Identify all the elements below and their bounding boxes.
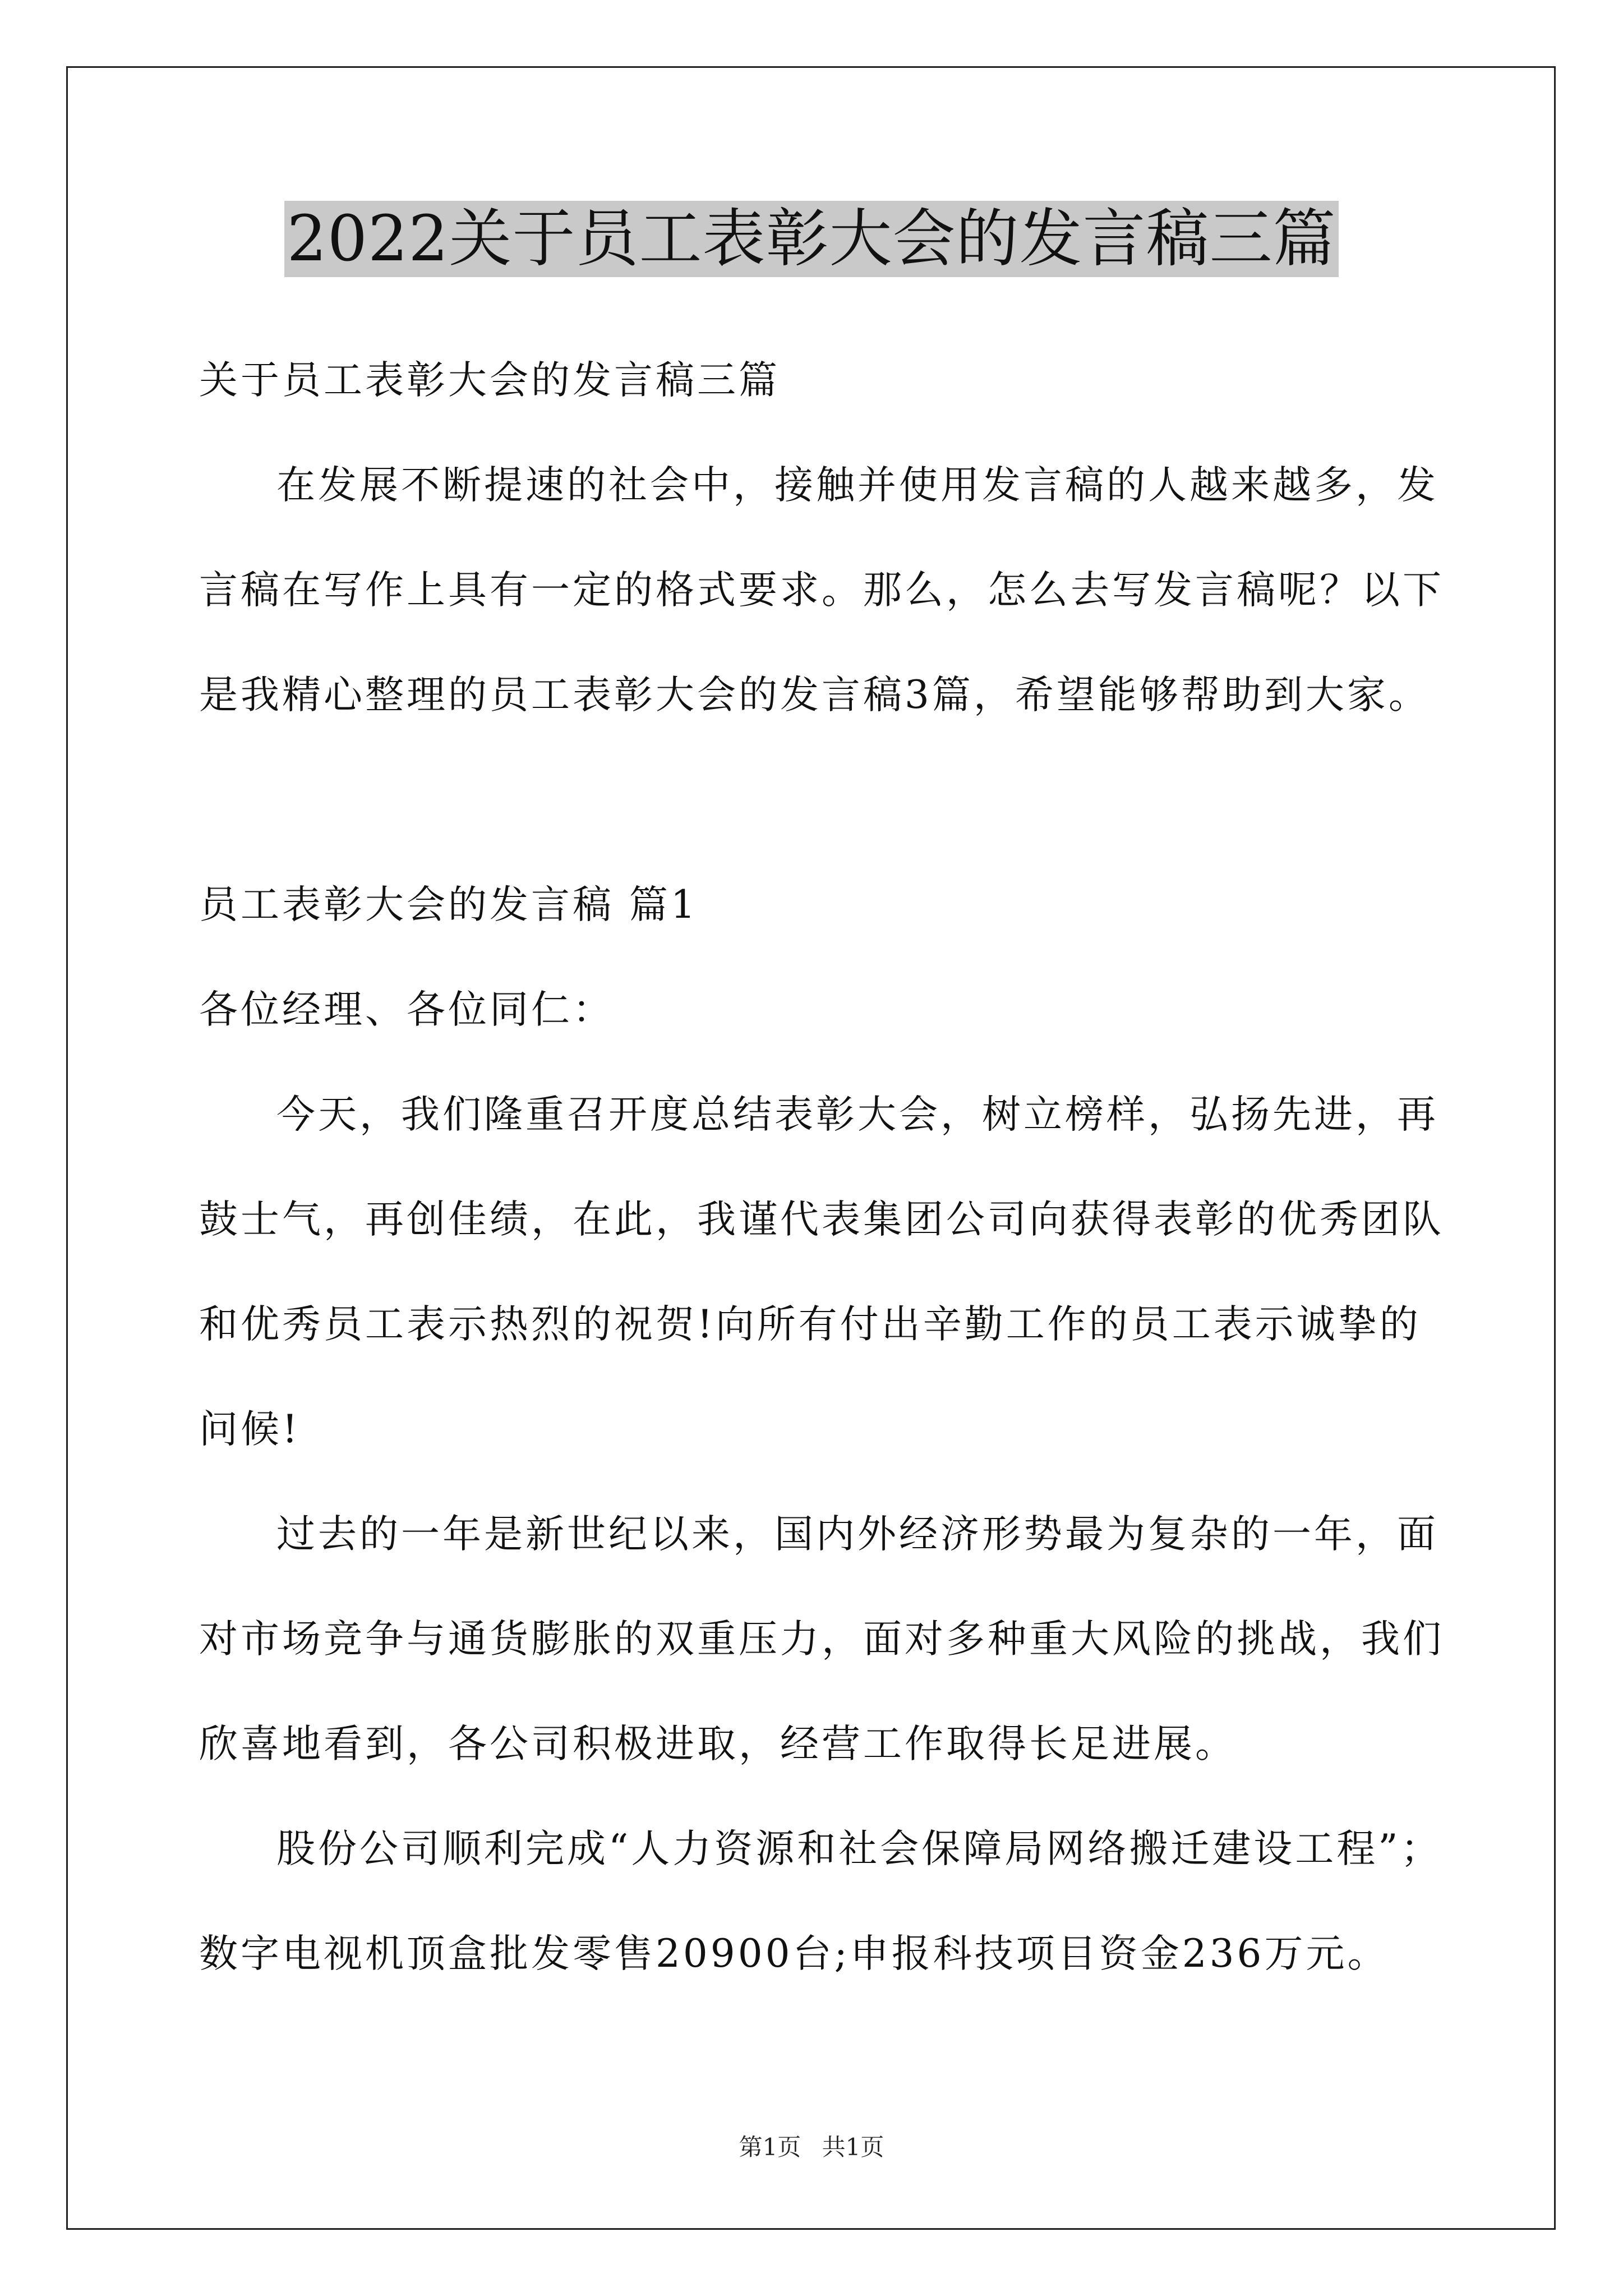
title-container: [0, 201, 1623, 277]
page-number-total: 共1页: [822, 2133, 884, 2161]
paragraph-line: 在发展不断提速的社会中，接触并使用发言稿的人越来越多，发: [276, 463, 1438, 508]
subtitle-line: 关于员工表彰大会的发言稿三篇: [199, 358, 780, 403]
paragraph-line: 过去的一年是新世纪以来，国内外经济形势最为复杂的一年，面: [276, 1512, 1438, 1557]
paragraph-line: 言稿在写作上具有一定的格式要求。那么，怎么去写发言稿呢？以下: [199, 568, 1444, 613]
paragraph-line: 欣喜地看到，各公司积极进取，经营工作取得长足进展。: [199, 1722, 1237, 1766]
paragraph-line: 问候!: [199, 1407, 301, 1452]
paragraph-line: 鼓士气，再创佳绩，在此，我谨代表集团公司向获得表彰的优秀团队: [199, 1197, 1444, 1242]
page-number-current: 第1页: [739, 2133, 801, 2161]
paragraph-line: 数字电视机顶盒批发零售20900台;申报科技项目资金236万元。: [199, 1931, 1389, 1976]
paragraph-line: 和优秀员工表示热烈的祝贺!向所有付出辛勤工作的员工表示诚挚的: [199, 1302, 1421, 1347]
page-footer: [0, 2132, 1623, 2163]
paragraph-line: 今天，我们隆重召开度总结表彰大会，树立榜样，弘扬先进，再: [276, 1092, 1438, 1137]
salutation-line: 各位经理、各位同仁：: [199, 987, 614, 1032]
paragraph-line: 是我精心整理的员工表彰大会的发言稿3篇，希望能够帮助到大家。: [199, 673, 1430, 717]
paragraph-line: 股份公司顺利完成“人力资源和社会保障局网络搬迁建设工程”；: [276, 1826, 1442, 1871]
section-heading: 员工表彰大会的发言稿 篇1: [199, 882, 698, 927]
paragraph-line: 对市场竞争与通货膨胀的双重压力，面对多种重大风险的挑战，我们: [199, 1617, 1444, 1662]
document-title: 2022关于员工表彰大会的发言稿三篇: [284, 201, 1338, 277]
